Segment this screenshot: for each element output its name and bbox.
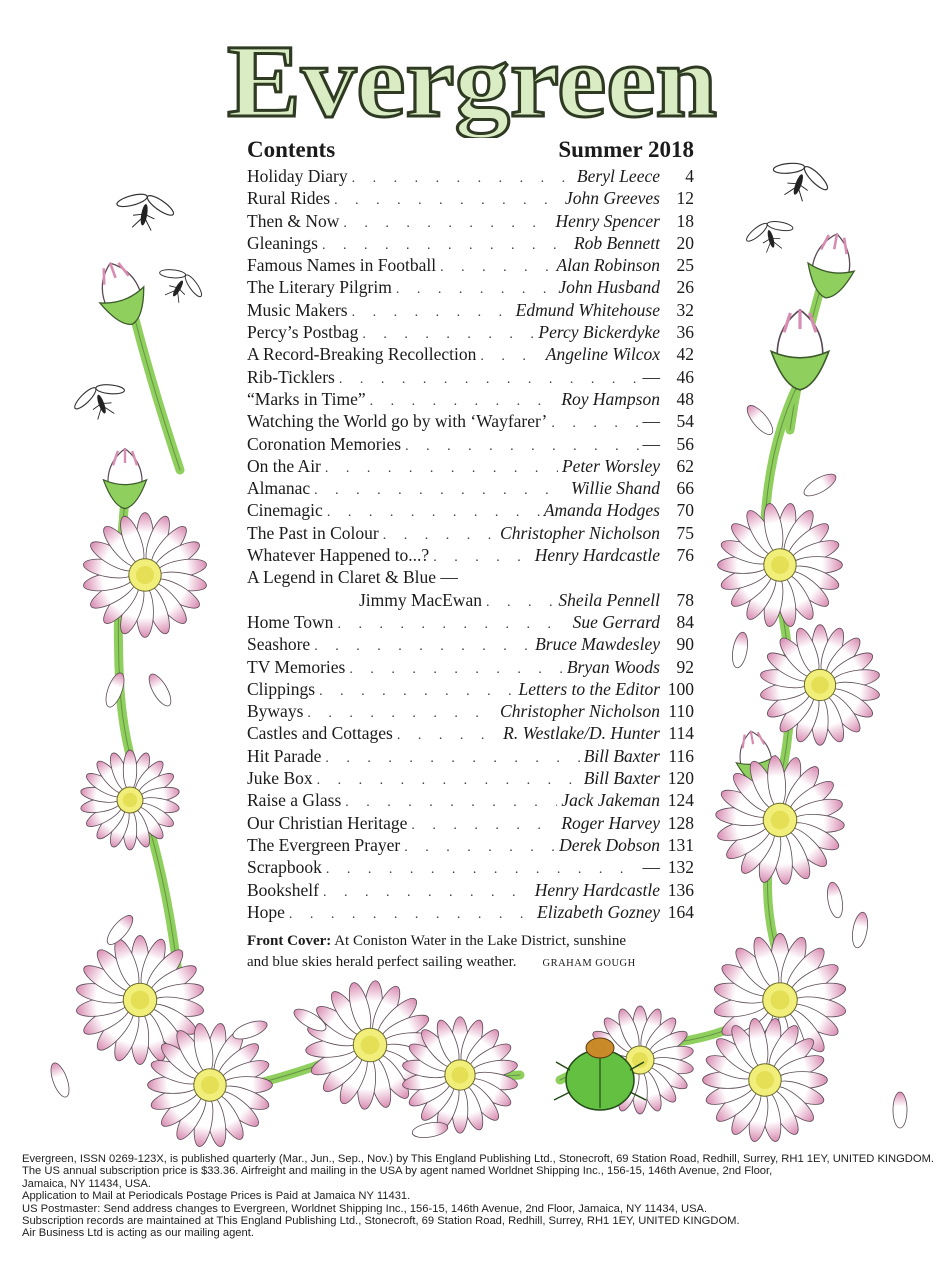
toc-entry-page: 100	[667, 678, 694, 699]
toc-entry-author: Christopher Nicholson	[500, 701, 660, 722]
toc-entry-author: Roy Hampson	[561, 388, 660, 409]
toc-entry	[247, 210, 694, 232]
toc-entry	[247, 388, 694, 410]
daisy-bud-icon	[103, 449, 146, 509]
toc-entry-author: Jack Jakeman	[561, 790, 660, 811]
toc-entry-page: 76	[676, 545, 694, 566]
toc-entry-page: 42	[676, 344, 694, 365]
toc-entry-author: Christopher Nicholson	[500, 522, 660, 543]
stem	[130, 1000, 220, 1090]
stem	[768, 850, 791, 990]
insect-icon	[741, 214, 798, 257]
toc-entry-title: On the Air	[247, 455, 321, 476]
daisy-icon	[585, 1006, 694, 1114]
toc-entry	[247, 611, 694, 633]
imprint-line: Application to Mail at Periodicals Postage Prices is Paid at Jamaica NY 11431.	[22, 1190, 411, 1203]
petal-icon	[102, 671, 127, 710]
toc-entry	[247, 366, 694, 388]
daisy-bud-icon	[771, 310, 829, 390]
toc-entry-author: Letters to the Editor	[518, 678, 660, 699]
toc-entry-page: 12	[676, 188, 694, 209]
toc-entry-page: 78	[676, 589, 694, 610]
toc-leader-dots	[404, 837, 555, 859]
toc-entry-title: Juke Box	[247, 768, 313, 789]
daisy-icon	[759, 625, 881, 746]
toc-entry-author: Sheila Pennell	[558, 589, 660, 610]
toc-entry-title: “Marks in Time”	[247, 388, 366, 409]
toc-entry	[247, 299, 694, 321]
toc-entry-page: 54	[676, 411, 694, 432]
toc-leader-dots	[314, 636, 531, 658]
petal-icon	[850, 911, 870, 949]
toc-entry-title: Jimmy MacEwan	[359, 589, 482, 610]
toc-entry-title: The Literary Pilgrim	[247, 277, 392, 298]
toc-entry-page: 70	[676, 500, 694, 521]
photo-credit: GRAHAM GOUGH	[542, 958, 636, 970]
toc-entry	[247, 321, 694, 343]
toc-entry-author: Angeline Wilcox	[545, 344, 660, 365]
toc-entry-page: 90	[676, 634, 694, 655]
daisy-bud-icon	[803, 230, 860, 302]
toc-entry-author: —	[642, 411, 660, 432]
toc-leader-dots	[440, 257, 552, 279]
toc-entry-page: 92	[676, 656, 694, 677]
toc-entry	[247, 745, 694, 767]
stem	[230, 1045, 370, 1090]
contents-panel	[247, 135, 694, 974]
toc-leader-dots	[317, 770, 580, 792]
beetle-icon	[554, 1038, 646, 1110]
toc-entry-title: Our Christian Heritage	[247, 812, 408, 833]
toc-entry-title: Gleanings	[247, 232, 318, 253]
petal-icon	[730, 631, 750, 669]
daisy-icon	[66, 736, 195, 864]
toc-entry-title: Famous Names in Football	[247, 255, 437, 276]
toc-entry-title: Castles and Cottages	[247, 723, 393, 744]
toc-leader-dots	[480, 346, 541, 368]
toc-entry-author: Bruce Mawdesley	[535, 634, 660, 655]
imprint-line: Air Business Ltd is acting as our mailing agent.	[22, 1227, 254, 1240]
toc-leader-dots	[337, 614, 568, 636]
toc-entry-author: Amanda Hodges	[543, 500, 660, 521]
toc-entry-author: Roger Harvey	[561, 812, 660, 833]
insect-icon	[150, 259, 210, 311]
toc-entry-page: 128	[667, 812, 694, 833]
toc-leader-dots	[551, 413, 638, 435]
toc-leader-dots	[334, 190, 561, 212]
toc-entry	[247, 767, 694, 789]
daisy-icon	[75, 936, 205, 1065]
toc-entry	[247, 410, 694, 432]
insect-icon	[68, 375, 132, 426]
toc-entry-author: Bill Baxter	[583, 745, 660, 766]
imprint-line: The US annual subscription price is $33.36. Airfreight and mailing in the USA by agent named Worldnet Shipping Inc., 156-15, 146th Avenue, 2nd Floor,	[22, 1165, 773, 1178]
toc-leader-dots	[352, 168, 573, 190]
insect-icon	[112, 187, 179, 234]
toc-entry-author: —	[642, 366, 660, 387]
toc-entry-page: 110	[668, 701, 694, 722]
petal-icon	[231, 1017, 270, 1042]
toc-entry-page: 62	[676, 455, 694, 476]
toc-entry-title: Home Town	[247, 611, 334, 632]
toc-entry	[247, 433, 694, 455]
toc-entry-title: Whatever Happened to...?	[247, 545, 430, 566]
toc-entry	[247, 812, 694, 834]
petal-icon	[893, 1092, 907, 1128]
daisy-icon	[137, 1013, 283, 1158]
masthead-title: Evergreen	[227, 28, 717, 138]
toc-entry	[247, 656, 694, 678]
toc-entry-title: A Record-Breaking Recollection	[247, 344, 477, 365]
toc-entry	[247, 566, 694, 588]
contents-header	[247, 135, 694, 165]
daisy-icon	[401, 1017, 518, 1133]
toc-entry	[247, 633, 694, 655]
toc-entry-author: Bill Baxter	[583, 768, 660, 789]
petal-icon	[411, 1120, 449, 1140]
daisy-icon	[300, 975, 441, 1115]
toc-entry-title: Coronation Memories	[247, 433, 402, 454]
toc-entry	[247, 499, 694, 521]
toc-entry	[247, 700, 694, 722]
toc-entry	[247, 901, 694, 923]
toc-entry	[247, 544, 694, 566]
toc-leader-dots	[397, 725, 499, 747]
toc-leader-dots	[314, 480, 567, 502]
daisy-icon	[707, 493, 853, 638]
imprint-line: US Postmaster: Send address changes to Evergreen, Worldnet Shipping Inc., 156-15, 146th Avenue, 2nd Floor, Jamaica, NY 11434, USA.	[22, 1202, 708, 1215]
front-cover-caption	[247, 931, 694, 974]
toc-entry-page: 75	[676, 522, 694, 543]
toc-entry-title: Holiday Diary	[247, 166, 348, 186]
petal-icon	[291, 1005, 329, 1035]
toc-entry-title: Byways	[247, 701, 304, 722]
toc-entry-author: Bryan Woods	[566, 656, 660, 677]
toc-entry-author: Sue Gerrard	[572, 611, 660, 632]
daisy-icon	[713, 933, 847, 1066]
toc-entry-author: Henry Spencer	[555, 210, 660, 231]
front-cover-label: Front Cover:	[247, 933, 332, 950]
toc-entry-author: —	[642, 433, 660, 454]
daisy-icon	[701, 741, 860, 899]
toc-leader-dots	[325, 748, 579, 770]
toc-entry	[247, 722, 694, 744]
toc-entry-page: 26	[676, 277, 694, 298]
imprint-line: Jamaica, NY 11434, USA.	[22, 1177, 151, 1190]
toc-entry	[247, 276, 694, 298]
masthead	[0, 28, 943, 138]
stem	[118, 500, 150, 810]
stem	[780, 600, 790, 780]
toc-entry-page: 124	[667, 790, 694, 811]
toc-entry-author: John Husband	[558, 277, 660, 298]
daisy-bud-icon	[88, 255, 154, 332]
toc-entry	[247, 477, 694, 499]
toc-entry-title: Then & Now	[247, 210, 340, 231]
toc-entry-page: 18	[676, 210, 694, 231]
petal-icon	[825, 881, 845, 919]
imprint-line: Subscription records are maintained at This England Publishing Ltd., Stonecroft, 69 Station Road, Redhill, Surrey, RH1 1EY, UNITED KINGDOM.	[22, 1215, 740, 1228]
toc-entry-author: R. Westlake/D. Hunter	[503, 723, 660, 744]
toc-entry	[247, 789, 694, 811]
toc-entry-page: 114	[668, 723, 694, 744]
petal-icon	[743, 402, 777, 439]
stem	[765, 380, 800, 520]
toc-entry-title: The Evergreen Prayer	[247, 834, 401, 855]
toc-entry-title: Scrapbook	[247, 857, 322, 878]
daisy-icon	[692, 1008, 838, 1153]
toc-entry-page: 136	[667, 879, 694, 900]
toc-entry-title: A Legend in Claret & Blue —	[247, 567, 458, 588]
imprint-line: Evergreen, ISSN 0269-123X, is published quarterly (Mar., Jun., Sep., Nov.) by This England Publishing Ltd., Stonecroft, 69 Station Road, Redhill, Surrey, RH1 1EY, UNITED KINGDOM.	[22, 1153, 935, 1165]
stem	[420, 1060, 520, 1076]
toc-entry-page: 132	[667, 857, 694, 878]
insect-icon	[765, 152, 835, 208]
toc-entry	[247, 856, 694, 878]
toc-entry-title: Music Makers	[247, 299, 348, 320]
toc-entry-title: TV Memories	[247, 656, 346, 677]
toc-entry-author: Willie Shand	[571, 478, 660, 499]
toc-entry-title: Percy’s Postbag	[247, 322, 359, 343]
toc-entry-author: Henry Hardcastle	[534, 879, 660, 900]
toc-entry-title: The Past in Colour	[247, 522, 379, 543]
toc-entry-title: Cinemagic	[247, 500, 323, 521]
toc-entry	[247, 522, 694, 544]
toc-entry	[247, 589, 694, 611]
toc-entry	[247, 678, 694, 700]
toc-entry	[247, 879, 694, 901]
issue-label: Summer 2018	[558, 137, 694, 162]
toc-entry-title: Bookshelf	[247, 879, 319, 900]
daisy-icon	[82, 513, 208, 638]
toc-entry	[247, 232, 694, 254]
contents-heading: Contents	[247, 137, 336, 162]
toc-entry	[247, 455, 694, 477]
toc-entry-author: Peter Worsley	[561, 455, 660, 476]
publisher-imprint	[22, 1153, 935, 1240]
stem	[790, 290, 820, 430]
toc-entry	[247, 165, 694, 187]
toc-entry-title: Seashore	[247, 634, 311, 655]
toc-entry-title: Rib-Ticklers	[247, 366, 335, 387]
toc-entry-page: 25	[676, 255, 694, 276]
front-cover-line2: and blue skies herald perfect sailing weather.	[247, 954, 517, 971]
toc-leader-dots	[289, 904, 533, 926]
toc-entry-page: 36	[676, 322, 694, 343]
toc-leader-dots	[325, 458, 558, 480]
toc-entry-title: Hit Parade	[247, 745, 322, 766]
toc-entry-title: Hope	[247, 901, 285, 922]
toc-entry-page: 4	[685, 166, 694, 186]
toc-entry-page: 84	[676, 611, 694, 632]
toc-entry-author: Elizabeth Gozney	[537, 901, 660, 922]
toc-entry-author: Rob Bennett	[573, 232, 660, 253]
toc-entry-page: 48	[676, 388, 694, 409]
table-of-contents	[247, 165, 694, 923]
toc-entry-author: Percy Bickerdyke	[538, 322, 660, 343]
toc-entry-author: Alan Robinson	[556, 255, 660, 276]
toc-leader-dots	[411, 815, 557, 837]
toc-entry-page: 56	[676, 433, 694, 454]
stem	[560, 1010, 760, 1080]
petal-icon	[801, 470, 839, 500]
toc-entry-page: 164	[667, 901, 694, 922]
toc-entry-title: Watching the World go by with ‘Wayfarer’	[247, 411, 548, 432]
toc-entry-page: 20	[676, 232, 694, 253]
toc-leader-dots	[352, 302, 512, 324]
toc-entry	[247, 834, 694, 856]
toc-entry-title: Almanac	[247, 478, 311, 499]
toc-entry-page: 32	[676, 299, 694, 320]
masthead-logo	[0, 28, 943, 138]
toc-entry	[247, 187, 694, 209]
petal-icon	[47, 1061, 72, 1100]
daisy-bud-icon	[731, 728, 780, 789]
toc-entry-page: 120	[667, 768, 694, 789]
petal-icon	[103, 912, 137, 949]
toc-entry-author: Derek Dobson	[559, 834, 660, 855]
toc-entry-title: Clippings	[247, 678, 316, 699]
toc-leader-dots	[486, 592, 554, 614]
toc-entry-author: Henry Hardcastle	[534, 545, 660, 566]
toc-entry-author: John Greeves	[564, 188, 660, 209]
toc-entry	[247, 343, 694, 365]
toc-leader-dots	[319, 681, 514, 703]
toc-leader-dots	[323, 882, 531, 904]
toc-entry-page: 66	[676, 478, 694, 499]
toc-entry-author: Beryl Leece	[576, 166, 660, 186]
toc-entry-author: Edmund Whitehouse	[515, 299, 660, 320]
toc-entry-title: Raise a Glass	[247, 790, 342, 811]
toc-entry-title: Rural Rides	[247, 188, 331, 209]
toc-entry-author: —	[642, 857, 660, 878]
stem	[130, 300, 180, 470]
toc-entry	[247, 254, 694, 276]
toc-leader-dots	[343, 213, 551, 235]
petal-icon	[145, 671, 175, 709]
front-cover-line1: At Coniston Water in the Lake District, sunshine	[334, 933, 627, 950]
stem	[150, 830, 180, 990]
toc-entry-page: 46	[676, 366, 694, 387]
toc-entry-page: 116	[668, 745, 694, 766]
toc-entry-page: 131	[667, 834, 694, 855]
